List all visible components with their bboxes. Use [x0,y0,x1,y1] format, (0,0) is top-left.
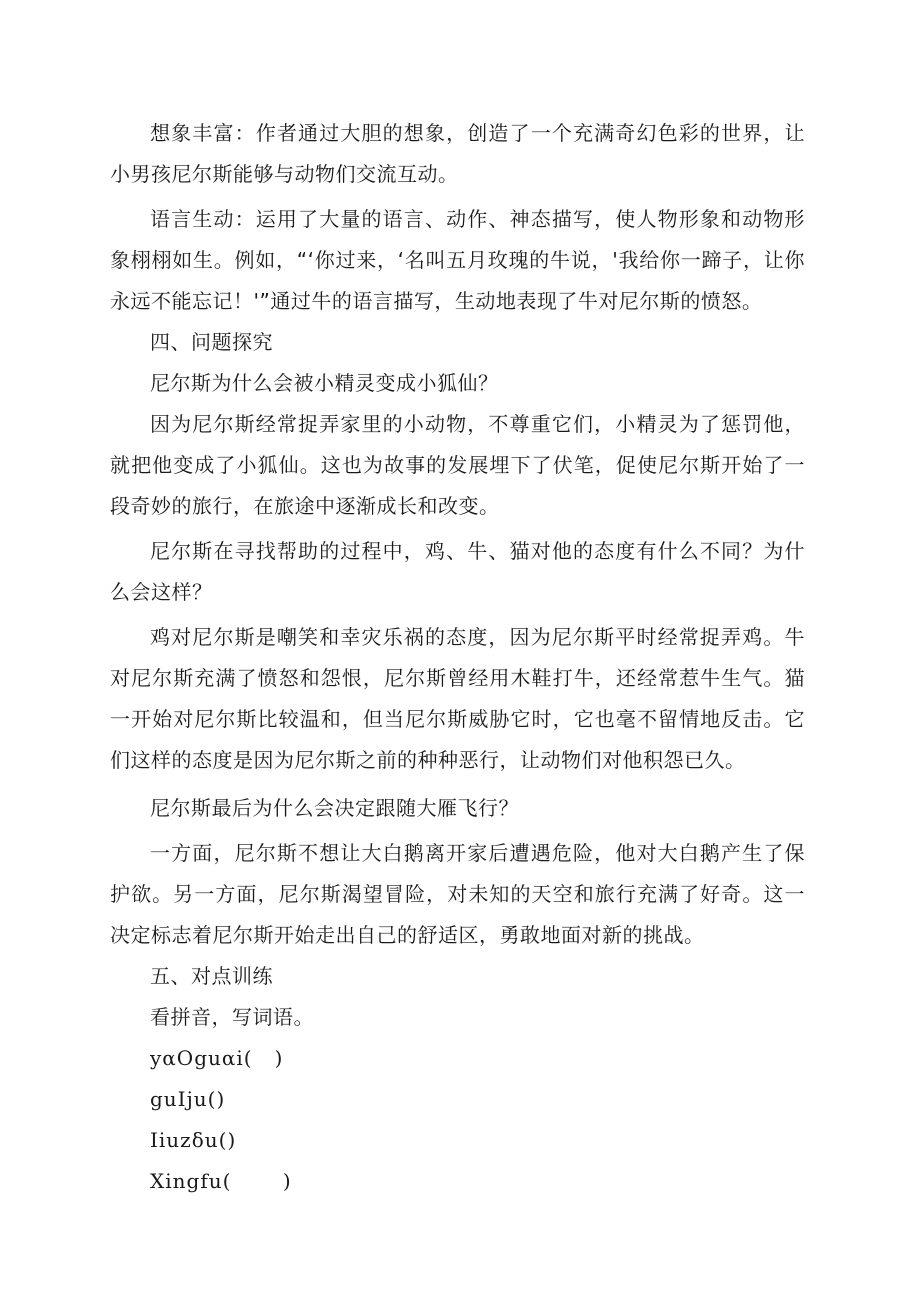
question-1: 尼尔斯为什么会被小精灵变成小狐仙？ [150,371,499,395]
pinyin-item-4: Xingfu( ) [150,1169,292,1193]
question-3: 尼尔斯最后为什么会决定跟随大雁飞行？ [150,796,519,820]
answer-2: 鸡对尼尔斯是嘲笑和幸灾乐祸的态度，因为尼尔斯平时经常捉弄鸡。牛对尼尔斯充满了愤怒和怨恨，尼尔斯曾经用木鞋打牛，还经常惹牛生气。猫一开始对尼尔斯比较温和，但当尼尔斯威胁它时，它也毫不留情地反击。它们这样的态度是因为尼尔斯之前的种种恶行，让动物们对他积怨已久。 [110,625,805,772]
pinyin-item-3: Iiuzδu() [150,1128,237,1152]
pinyin-item-1: yαOguαi( ) [150,1046,284,1070]
document-body [110,113,805,1202]
answer-1: 因为尼尔斯经常捉弄家里的小动物，不尊重它们，小精灵为了惩罚他，就把他变成了小狐仙。这也为故事的发展埋下了伏笔，促使尼尔斯开始了一段奇妙的旅行，在旅途中逐渐成长和改变。 [110,412,805,518]
answer-3: 一方面，尼尔斯不想让大白鹅离开家后遭遇危险，他对大白鹅产生了保护欲。另一方面，尼尔斯渴望冒险，对未知的天空和旅行充满了好奇。这一决定标志着尼尔斯开始走出自己的舒适区，勇敢地面对新的挑战。 [110,841,805,947]
section-heading-inquiry: 四、问题探究 [150,330,273,354]
pinyin-item-2: guIju() [150,1087,226,1111]
paragraph-language: 语言生动：运用了大量的语言、动作、神态描写，使人物形象和动物形象栩栩如生。例如，“‘你过来，‘名叫五月玫瑰的牛说，'我给你一蹄子，让你永远不能忘记！'”通过牛的语言描写，生动地表现了牛对尼尔斯的愤怒。 [110,207,805,313]
section-heading-training: 五、对点训练 [150,964,273,988]
exercise-instruction: 看拼音，写词语。 [150,1005,314,1029]
question-2: 尼尔斯在寻找帮助的过程中，鸡、牛、猫对他的态度有什么不同？为什么会这样？ [110,539,805,604]
paragraph-imagination: 想象丰富：作者通过大胆的想象，创造了一个充满奇幻色彩的世界，让小男孩尼尔斯能够与动物们交流互动。 [110,121,805,186]
